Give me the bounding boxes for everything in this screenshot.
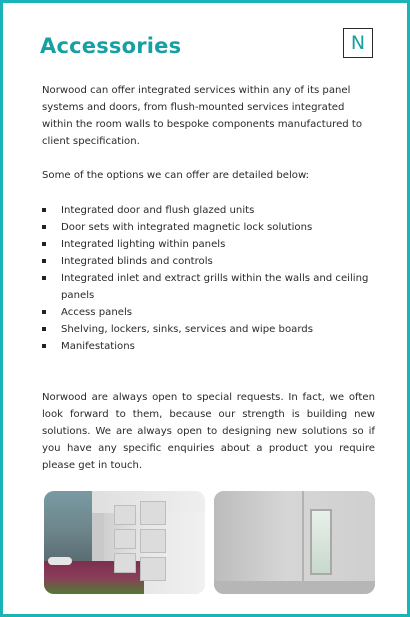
bullet-icon: [42, 208, 46, 212]
logo-letter: N: [350, 32, 366, 54]
bullet-icon: [42, 327, 46, 331]
list-item: Door sets with integrated magnetic lock solutions: [42, 219, 375, 236]
options-intro: Some of the options we can offer are detailed below:: [42, 170, 310, 181]
list-item: Access panels: [42, 304, 375, 321]
bullet-icon: [42, 276, 46, 280]
photo-flush-glazed-door: [214, 491, 375, 594]
bullet-icon: [42, 225, 46, 229]
list-item: Integrated inlet and extract grills within the walls and ceiling panels: [42, 270, 375, 304]
norwood-logo: [343, 28, 373, 58]
page-title: Accessories: [40, 34, 182, 58]
list-item: Integrated lighting within panels: [42, 236, 375, 253]
photo-corridor-panels: [44, 491, 205, 594]
options-list: [42, 202, 375, 355]
list-item: Integrated door and flush glazed units: [42, 202, 375, 219]
intro-paragraph: Norwood can offer integrated services within any of its panel systems and doors, from flush-mounted services integrated within the room walls to bespoke components manufactured to client specification.: [42, 85, 363, 147]
list-item: Shelving, lockers, sinks, services and wipe boards: [42, 321, 375, 338]
bullet-icon: [42, 344, 46, 348]
closing-paragraph: Norwood are always open to special requests. In fact, we often look forward to them, because our strength is building new solutions. We are always open to designing new solutions so if you have any specific enquiries about a product you require please get in touch.: [42, 392, 375, 471]
bullet-icon: [42, 310, 46, 314]
list-item: Integrated blinds and controls: [42, 253, 375, 270]
bullet-icon: [42, 259, 46, 263]
bullet-icon: [42, 242, 46, 246]
list-item: Manifestations: [42, 338, 375, 355]
